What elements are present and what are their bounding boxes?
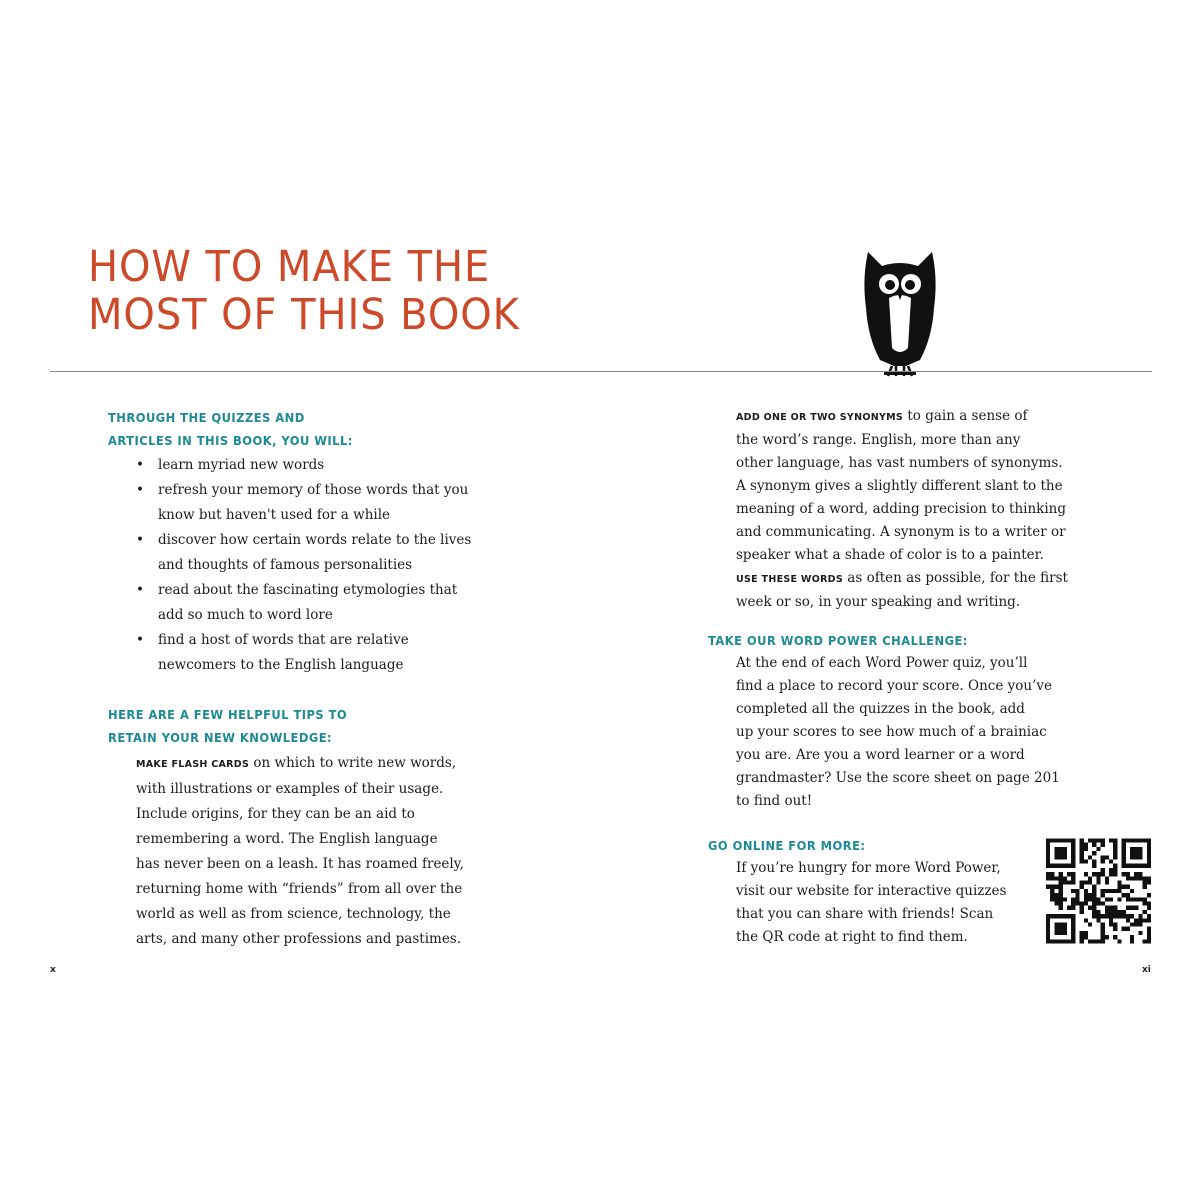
synonyms-paragraph: ADD ONE OR TWO SYNONYMS to gain a sense of the word’s range. English, more than any other language, has vast numbers of synonyms. A synonym gives a slightly different slant to the meaning of a word, adding precision to thinking and communicating. A synonym is to a writer or speaker what a shade of color is to a painter. USE THESE WORDS as often as possible, for the first week or so, in your speaking and writing. <box>736 408 1068 610</box>
qr-code-icon[interactable] <box>1046 838 1151 944</box>
list-item: • discover how certain words relate to the lives and thoughts of famous personalities <box>136 532 472 573</box>
list-item: • learn myriad new words <box>136 457 325 473</box>
list-item: • refresh your memory of those words that you know but haven't used for a while <box>136 482 469 523</box>
page-number-right: xi <box>1142 965 1151 975</box>
challenge-heading: TAKE OUR WORD POWER CHALLENGE: <box>708 633 968 648</box>
tips-heading: HERE ARE A FEW HELPFUL TIPS TO RETAIN YOUR NEW KNOWLEDGE: <box>108 707 348 745</box>
list-item: • read about the fascinating etymologies that add so much to word lore <box>136 582 458 623</box>
online-paragraph: If you’re hungry for more Word Power, visit our website for interactive quizzes that you can share with friends! Scan the QR code at right to find them. <box>736 860 1007 945</box>
flash-cards-paragraph: MAKE FLASH CARDS on which to write new words, with illustrations or examples of their usage. Include origins, for they can be an aid to remembering a word. The English language has never been on a leash. It has roamed freely, returning home with “friends” from all over the world as well as from science, technology, the arts, and many other professions and pastimes. <box>136 755 464 947</box>
quizzes-heading: THROUGH THE QUIZZES AND ARTICLES IN THIS BOOK, YOU WILL: <box>108 410 353 448</box>
benefits-list <box>136 453 496 678</box>
page-title <box>88 243 520 339</box>
title-line-2: MOST OF THIS BOOK <box>88 290 520 340</box>
owl-icon <box>862 248 938 378</box>
page-number-left: x <box>50 965 56 975</box>
challenge-paragraph: At the end of each Word Power quiz, you’ll find a place to record your score. Once you’ve completed all the quizzes in the book, add up your scores to see how much of a brainiac you are. Are you a word learner or a word grandmaster? Use the score sheet on page 201 to find out! <box>736 655 1060 809</box>
list-item: • find a host of words that are relative newcomers to the English language <box>136 632 409 673</box>
header-divider <box>50 371 1152 372</box>
title-line-1: HOW TO MAKE THE <box>88 242 491 292</box>
online-heading: GO ONLINE FOR MORE: <box>708 838 866 853</box>
